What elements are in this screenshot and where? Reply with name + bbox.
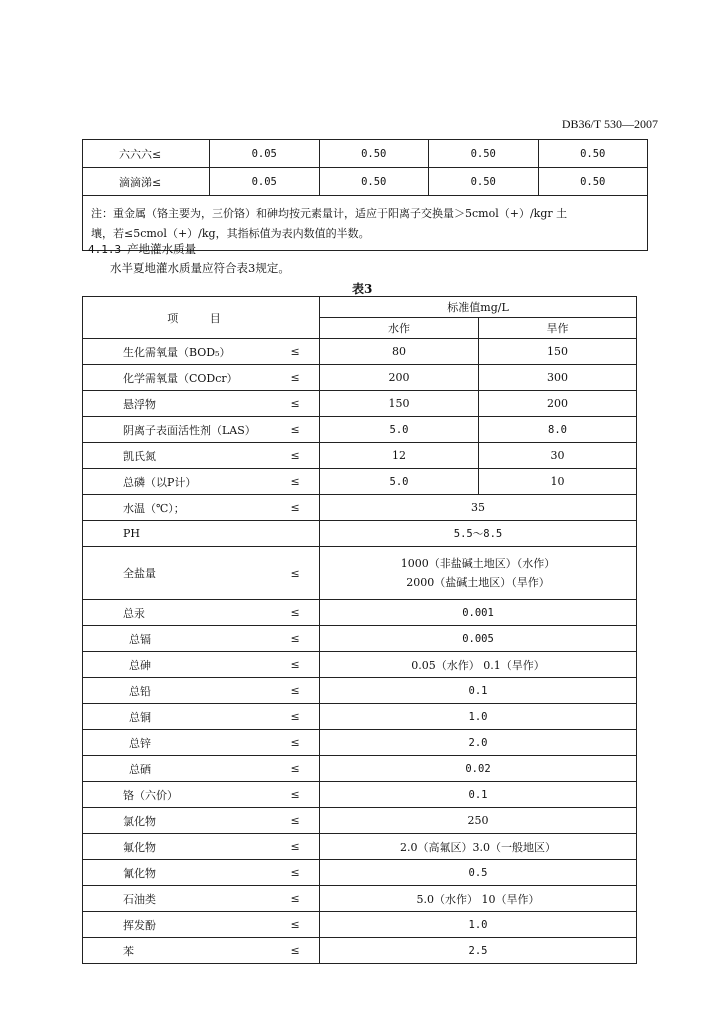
table-row <box>83 730 637 756</box>
value-merged: 0.001 <box>320 600 637 626</box>
item-name: PH <box>83 521 291 547</box>
header-dryland: 旱作 <box>479 318 637 339</box>
table-row <box>83 912 637 938</box>
header-paddy: 水作 <box>320 318 479 339</box>
value-dryland: 200 <box>479 391 637 417</box>
item-name: 总砷 <box>83 652 291 678</box>
header-item: 项 目 <box>83 297 320 339</box>
table-header-row <box>83 297 637 318</box>
value-paddy: 5.0 <box>320 469 479 495</box>
le-symbol: ≤ <box>291 495 320 521</box>
value-dryland: 150 <box>479 339 637 365</box>
value-merged: 1.0 <box>320 912 637 938</box>
item-name: 氟化物 <box>83 834 291 860</box>
item-name: 凯氏氮 <box>83 443 291 469</box>
le-symbol: ≤ <box>291 339 320 365</box>
value-paddy: 12 <box>320 443 479 469</box>
item-name: 总铜 <box>83 704 291 730</box>
value-merged: 0.005 <box>320 626 637 652</box>
table-row <box>83 365 637 391</box>
cell-value: 0.50 <box>319 168 429 196</box>
value-merged: 35 <box>320 495 637 521</box>
le-symbol: ≤ <box>291 469 320 495</box>
item-name: 悬浮物 <box>83 391 291 417</box>
cell-value: 0.50 <box>319 140 429 168</box>
note-line: 壤，若≤5cmol（+）/kg，其指标值为表内数值的半数。 <box>91 227 370 240</box>
row-label: 六六六≤ <box>83 140 210 168</box>
document-id: DB36/T 530—2007 <box>561 117 658 131</box>
note-line: 注：重金属（铬主要为，三价铬）和砷均按元素量计，适应于阳离子交换量＞5cmol（+）/kgr 土 <box>91 207 568 220</box>
table-row <box>83 140 648 168</box>
item-name: 挥发酚 <box>83 912 291 938</box>
value-dryland: 10 <box>479 469 637 495</box>
section-heading <box>88 241 196 257</box>
table-row <box>83 469 637 495</box>
value-merged: 2.0 <box>320 730 637 756</box>
item-name: 总汞 <box>83 600 291 626</box>
value-merged: 0.5 <box>320 860 637 886</box>
table-row <box>83 860 637 886</box>
value-paddy: 200 <box>320 365 479 391</box>
table-row <box>83 495 637 521</box>
table-row <box>83 678 637 704</box>
row-label: 滴滴涕≤ <box>83 168 210 196</box>
item-name: 水温（℃）； <box>83 495 291 521</box>
header-standard: 标准值mg/L <box>320 297 637 318</box>
value-merged: 5.5～8.5 <box>320 521 637 547</box>
cell-value: 0.05 <box>210 140 320 168</box>
le-symbol: ≤ <box>291 860 320 886</box>
item-name: 生化需氧量（BOD₅） <box>83 339 291 365</box>
le-symbol: ≤ <box>291 886 320 912</box>
value-merged <box>320 547 637 600</box>
value-line: 1000（非盐碱土地区）（水作） <box>400 557 556 570</box>
value-merged: 0.1 <box>320 678 637 704</box>
value-paddy: 80 <box>320 339 479 365</box>
table-row <box>83 339 637 365</box>
item-name: 阴离子表面活性剂（LAS） <box>83 417 291 443</box>
item-name: 氯化物 <box>83 808 291 834</box>
le-symbol: ≤ <box>291 365 320 391</box>
le-symbol: ≤ <box>291 547 320 600</box>
item-name: 总锌 <box>83 730 291 756</box>
cell-value: 0.50 <box>429 168 539 196</box>
item-name: 氰化物 <box>83 860 291 886</box>
item-name: 化学需氧量（CODcr） <box>83 365 291 391</box>
le-symbol: ≤ <box>291 938 320 964</box>
section-number: 4.1.3 <box>88 243 122 256</box>
item-name: 全盐量 <box>83 547 291 600</box>
le-symbol: ≤ <box>291 626 320 652</box>
value-dryland: 300 <box>479 365 637 391</box>
value-merged: 5.0（水作） 10（旱作） <box>320 886 637 912</box>
cell-value: 0.05 <box>210 168 320 196</box>
item-name: 铬（六价） <box>83 782 291 808</box>
table-row <box>83 756 637 782</box>
value-merged: 0.1 <box>320 782 637 808</box>
le-symbol: ≤ <box>291 417 320 443</box>
le-symbol <box>291 521 320 547</box>
table-row <box>83 652 637 678</box>
le-symbol: ≤ <box>291 782 320 808</box>
le-symbol: ≤ <box>291 704 320 730</box>
table-row <box>83 626 637 652</box>
section-body: 水半夏地灌水质量应符合表3规定。 <box>110 261 290 275</box>
item-name: 总硒 <box>83 756 291 782</box>
table-row <box>83 886 637 912</box>
cell-value: 0.50 <box>538 168 648 196</box>
value-merged: 0.05（水作） 0.1（旱作） <box>320 652 637 678</box>
table-row <box>83 521 637 547</box>
table-row <box>83 938 637 964</box>
value-merged: 0.02 <box>320 756 637 782</box>
cell-value: 0.50 <box>429 140 539 168</box>
le-symbol: ≤ <box>291 443 320 469</box>
le-symbol: ≤ <box>291 652 320 678</box>
le-symbol: ≤ <box>291 834 320 860</box>
le-symbol: ≤ <box>291 678 320 704</box>
table-row <box>83 808 637 834</box>
table-row <box>83 600 637 626</box>
item-name: 总磷（以P计） <box>83 469 291 495</box>
table-row <box>83 547 637 600</box>
value-merged: 250 <box>320 808 637 834</box>
value-merged: 2.5 <box>320 938 637 964</box>
le-symbol: ≤ <box>291 730 320 756</box>
table-row <box>83 834 637 860</box>
table-row <box>83 391 637 417</box>
item-name: 总铅 <box>83 678 291 704</box>
cell-value: 0.50 <box>538 140 648 168</box>
value-paddy: 150 <box>320 391 479 417</box>
le-symbol: ≤ <box>291 808 320 834</box>
table-caption: 表3 <box>352 282 373 296</box>
item-name: 苯 <box>83 938 291 964</box>
le-symbol: ≤ <box>291 391 320 417</box>
soil-limits-table <box>82 139 648 251</box>
section-title: 产地灌水质量 <box>127 242 197 256</box>
item-name: 总镉 <box>83 626 291 652</box>
item-name: 石油类 <box>83 886 291 912</box>
le-symbol: ≤ <box>291 756 320 782</box>
value-line: 2000（盐碱土地区）（旱作） <box>406 576 550 589</box>
table-row <box>83 443 637 469</box>
value-dryland: 30 <box>479 443 637 469</box>
irrigation-water-quality-table <box>82 296 637 964</box>
table-row <box>83 704 637 730</box>
value-merged: 1.0 <box>320 704 637 730</box>
table-row <box>83 417 637 443</box>
value-paddy: 5.0 <box>320 417 479 443</box>
value-merged: 2.0（高氟区）3.0（一般地区） <box>320 834 637 860</box>
table-row <box>83 782 637 808</box>
table-row <box>83 168 648 196</box>
le-symbol: ≤ <box>291 600 320 626</box>
value-dryland: 8.0 <box>479 417 637 443</box>
le-symbol: ≤ <box>291 912 320 938</box>
